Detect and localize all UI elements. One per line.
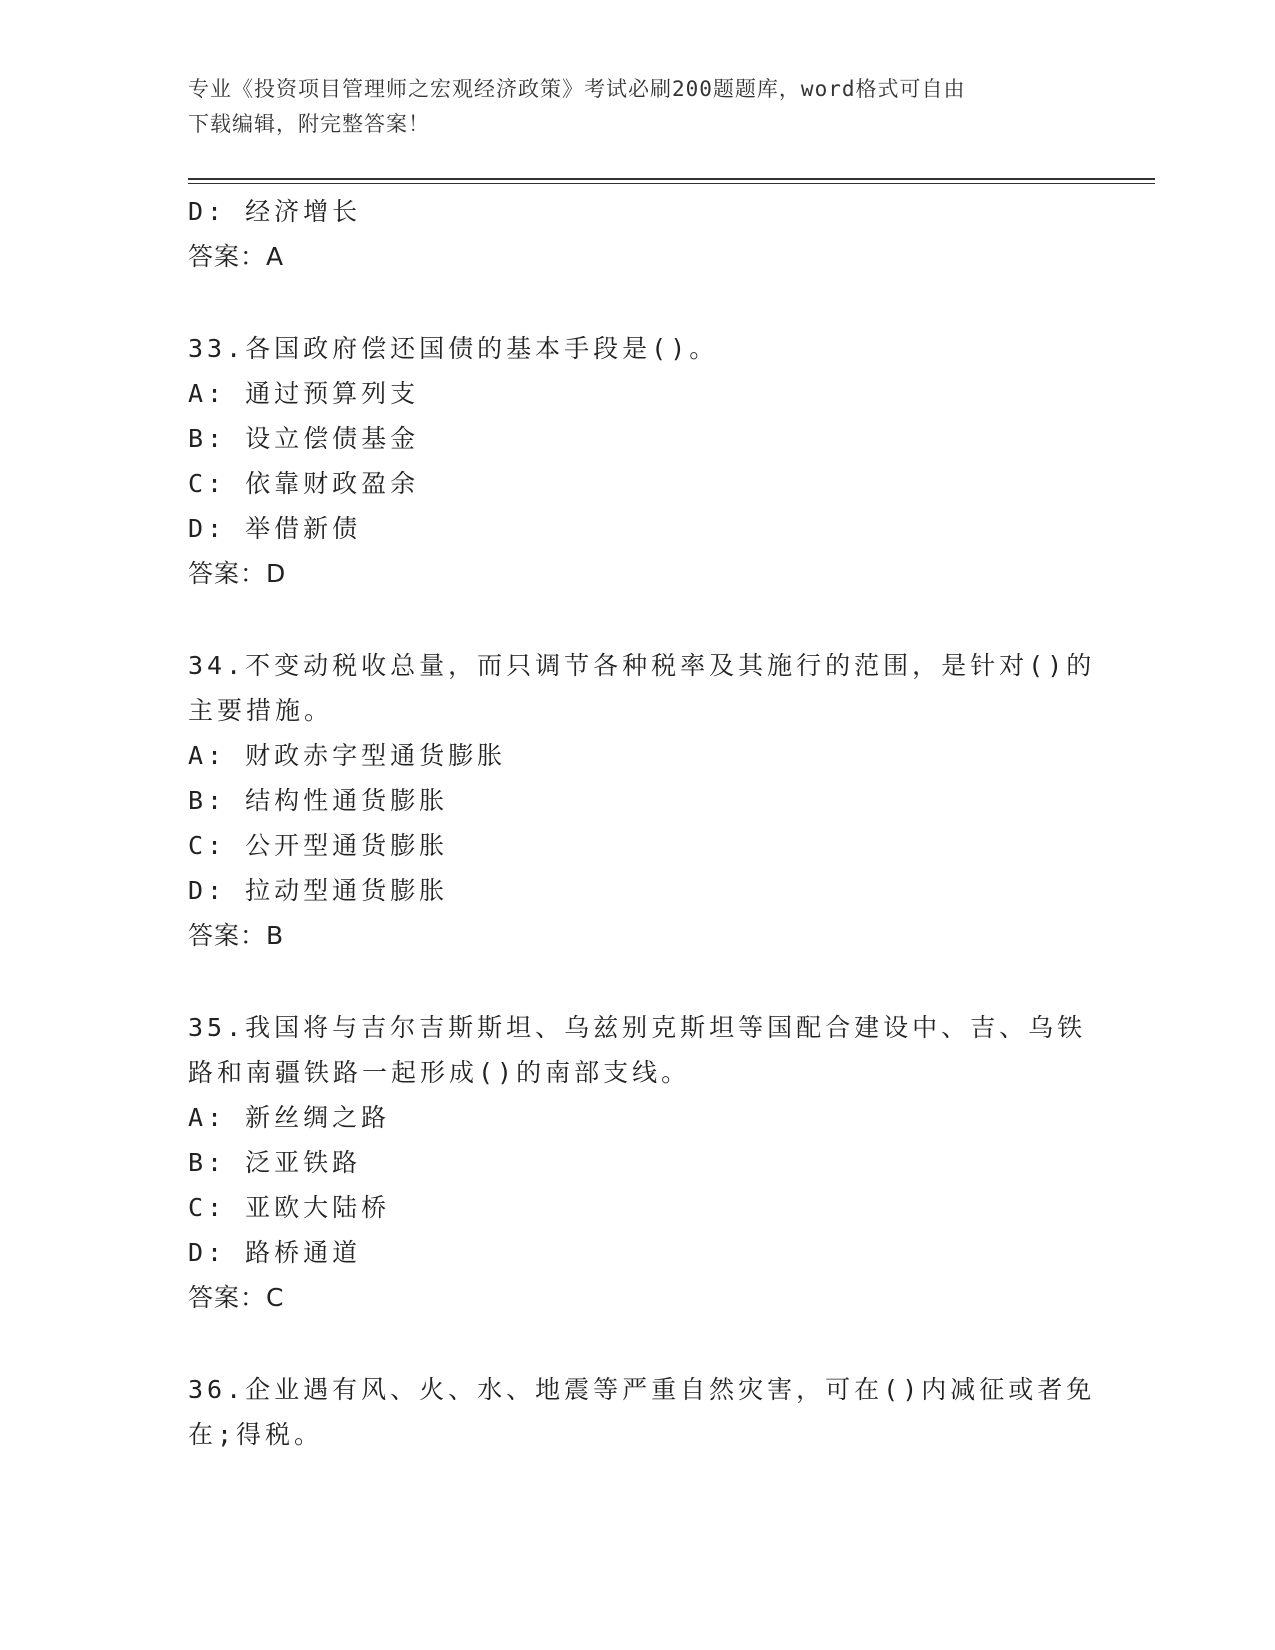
question-35: [188, 1005, 1088, 1320]
header-divider-thin: [188, 183, 1155, 184]
question-33: [188, 326, 1088, 596]
question-text: 33.各国政府偿还国债的基本手段是()。: [188, 334, 719, 363]
option-b: B: 泛亚铁路: [188, 1148, 362, 1177]
question-36: [188, 1367, 1096, 1457]
question-text-continued: 主要措施。: [188, 696, 334, 725]
header-title-line1: 专业《投资项目管理师之宏观经济政策》考试必刷200题题库，word格式可自由: [188, 77, 966, 101]
question-34: [188, 643, 1096, 958]
spacer: [188, 279, 1088, 326]
question-text: 36.企业遇有风、火、水、地震等严重自然灾害，可在()内减征或者免: [188, 1375, 1096, 1404]
document-body: [188, 189, 1096, 1457]
question-text-continued: 路和南疆铁路一起形成()的南部支线。: [188, 1058, 691, 1087]
header-title-line2: 下载编辑，附完整答案！: [188, 112, 430, 136]
spacer: [188, 596, 1088, 643]
option-a: A: 财政赤字型通货膨胀: [188, 741, 507, 770]
option-c: C: 亚欧大陆桥: [188, 1193, 391, 1222]
question-text: 35.我国将与吉尔吉斯斯坦、乌兹别克斯坦等国配合建设中、吉、乌铁: [188, 1013, 1087, 1042]
spacer: [188, 958, 1088, 1005]
question-32-tail: [188, 189, 1088, 279]
option-c: C: 公开型通货膨胀: [188, 831, 449, 860]
document-header: [188, 72, 1068, 142]
answer-label: 答案：B: [188, 921, 285, 950]
question-text: 34.不变动税收总量，而只调节各种税率及其施行的范围，是针对()的: [188, 651, 1096, 680]
option-c: C: 依靠财政盈余: [188, 469, 420, 498]
option-d: D: 拉动型通货膨胀: [188, 876, 449, 905]
header-divider-thick: [188, 178, 1155, 180]
option-a: A: 新丝绸之路: [188, 1103, 391, 1132]
option-d: D: 路桥通道: [188, 1238, 362, 1267]
option-d: D: 经济增长: [188, 197, 362, 226]
option-b: B: 设立偿债基金: [188, 424, 420, 453]
option-d: D: 举借新债: [188, 514, 362, 543]
option-b: B: 结构性通货膨胀: [188, 786, 449, 815]
spacer: [188, 1320, 1088, 1367]
answer-label: 答案：D: [188, 559, 287, 588]
answer-label: 答案：A: [188, 242, 285, 271]
question-text-continued: 在;得税。: [188, 1420, 324, 1449]
option-a: A: 通过预算列支: [188, 379, 420, 408]
answer-label: 答案：C: [188, 1283, 285, 1312]
